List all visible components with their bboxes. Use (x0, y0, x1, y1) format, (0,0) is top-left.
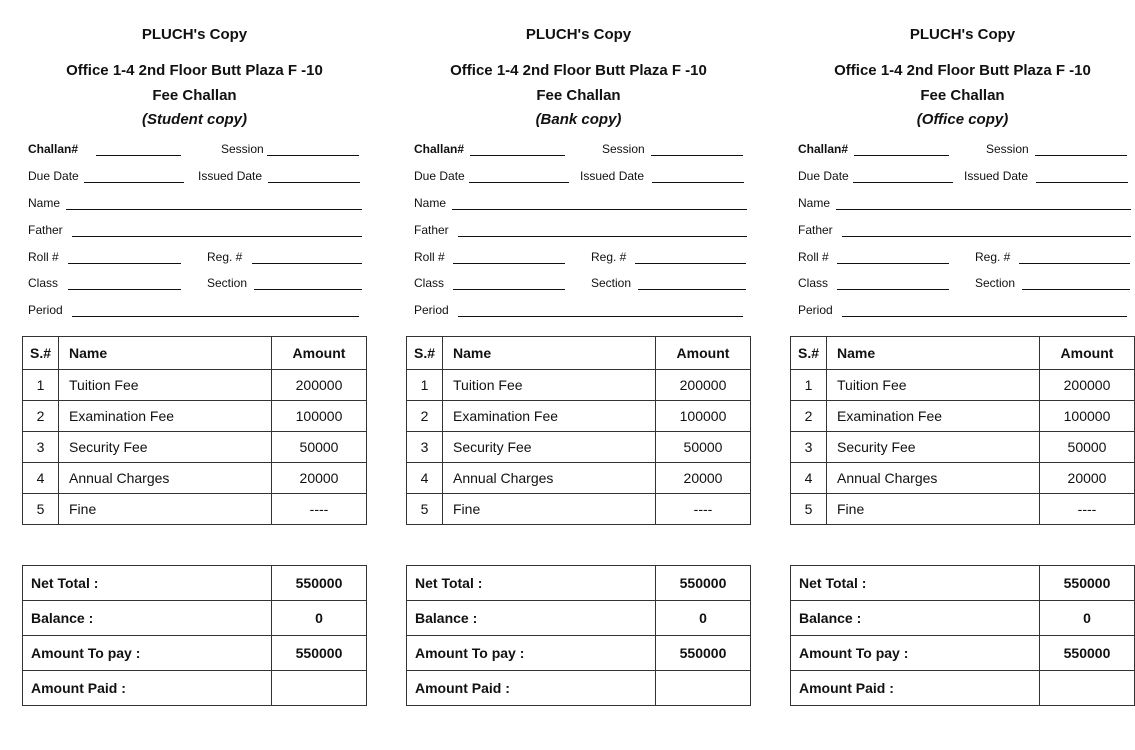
name-header: Name (59, 337, 272, 370)
row-sn: 5 (791, 494, 827, 525)
fee-table (22, 336, 367, 525)
challan-copy-office (790, 0, 1135, 750)
class-label: Class (28, 276, 59, 290)
challan-label: Challan# (798, 142, 849, 156)
office-address: Office 1-4 2nd Floor Butt Plaza F -10 (66, 62, 323, 79)
section-field[interactable] (1022, 289, 1130, 290)
name-field[interactable] (836, 209, 1131, 210)
table-row (791, 463, 1135, 494)
roll-field[interactable] (837, 263, 949, 264)
net-total-value: 550000 (1040, 566, 1135, 601)
table-row (23, 370, 367, 401)
amount-to-pay-label: Amount To pay : (23, 636, 272, 671)
due-date-label: Due Date (28, 169, 79, 183)
period-field[interactable] (72, 316, 359, 317)
issued-date-label: Issued Date (964, 169, 1029, 183)
copy-header: PLUCH's Copy (909, 26, 1016, 43)
row-sn: 3 (407, 432, 443, 463)
challan-title: Fee Challan (536, 87, 621, 104)
due-date-label: Due Date (798, 169, 849, 183)
row-name: Fine (443, 494, 656, 525)
amount-to-pay-value: 550000 (656, 636, 751, 671)
reg-label: Reg. # (591, 250, 627, 264)
table-row (23, 401, 367, 432)
row-amount: 200000 (656, 370, 751, 401)
row-name: Tuition Fee (59, 370, 272, 401)
father-label: Father (798, 223, 833, 237)
total-row (23, 566, 367, 601)
total-row (791, 671, 1135, 706)
reg-label: Reg. # (975, 250, 1011, 264)
amount-paid-label: Amount Paid : (23, 671, 272, 706)
row-sn: 1 (23, 370, 59, 401)
section-label: Section (207, 276, 248, 290)
session-field[interactable] (651, 155, 743, 156)
challan-copy-bank (406, 0, 751, 750)
table-row (407, 370, 751, 401)
challan-label: Challan# (28, 142, 79, 156)
roll-label: Roll # (28, 250, 59, 264)
row-amount: 100000 (1040, 401, 1135, 432)
issued-date-field[interactable] (652, 182, 744, 183)
row-sn: 2 (23, 401, 59, 432)
father-label: Father (28, 223, 63, 237)
total-row (791, 601, 1135, 636)
due-date-field[interactable] (469, 182, 569, 183)
challan-label: Challan# (414, 142, 465, 156)
total-row (407, 566, 751, 601)
balance-value: 0 (272, 601, 367, 636)
father-field[interactable] (72, 236, 362, 237)
section-label: Section (591, 276, 632, 290)
row-sn: 4 (23, 463, 59, 494)
copy-header: PLUCH's Copy (525, 26, 632, 43)
roll-label: Roll # (798, 250, 829, 264)
copy-header: PLUCH's Copy (141, 26, 248, 43)
row-amount: 20000 (272, 463, 367, 494)
section-field[interactable] (638, 289, 746, 290)
copy-type: (Student copy) (142, 111, 247, 128)
row-sn: 5 (23, 494, 59, 525)
row-name: Security Fee (827, 432, 1040, 463)
row-name: Tuition Fee (443, 370, 656, 401)
table-row (23, 463, 367, 494)
row-sn: 1 (791, 370, 827, 401)
row-sn: 3 (791, 432, 827, 463)
amount-to-pay-value: 550000 (1040, 636, 1135, 671)
period-label: Period (414, 303, 449, 317)
row-name: Security Fee (59, 432, 272, 463)
class-field[interactable] (837, 289, 949, 290)
issued-date-field[interactable] (268, 182, 360, 183)
sn-header: S.# (791, 337, 827, 370)
table-row (407, 494, 751, 525)
row-name: Examination Fee (443, 401, 656, 432)
total-row (791, 636, 1135, 671)
balance-value: 0 (1040, 601, 1135, 636)
row-amount: 100000 (656, 401, 751, 432)
fee-table-header (791, 337, 1135, 370)
amount-paid-label: Amount Paid : (791, 671, 1040, 706)
row-amount: 50000 (656, 432, 751, 463)
net-total-label: Net Total : (407, 566, 656, 601)
totals-table (406, 565, 751, 706)
name-field[interactable] (66, 209, 362, 210)
amount-paid-label: Amount Paid : (407, 671, 656, 706)
amount-header: Amount (1040, 337, 1135, 370)
balance-label: Balance : (407, 601, 656, 636)
row-name: Annual Charges (59, 463, 272, 494)
name-header: Name (827, 337, 1040, 370)
challan-field[interactable] (470, 155, 565, 156)
father-field[interactable] (842, 236, 1131, 237)
name-label: Name (798, 196, 831, 210)
row-amount: ---- (272, 494, 367, 525)
amount-paid-value[interactable] (1040, 671, 1135, 706)
due-date-field[interactable] (853, 182, 953, 183)
session-label: Session (221, 142, 264, 156)
class-field[interactable] (68, 289, 181, 290)
row-amount: 100000 (272, 401, 367, 432)
total-row (407, 636, 751, 671)
issued-date-field[interactable] (1036, 182, 1128, 183)
row-sn: 4 (791, 463, 827, 494)
table-row (407, 463, 751, 494)
balance-value: 0 (656, 601, 751, 636)
row-amount: ---- (656, 494, 751, 525)
challan-field[interactable] (96, 155, 181, 156)
total-row (791, 566, 1135, 601)
total-row (23, 601, 367, 636)
office-address: Office 1-4 2nd Floor Butt Plaza F -10 (834, 62, 1091, 79)
session-label: Session (986, 142, 1029, 156)
row-amount: 200000 (272, 370, 367, 401)
table-row (407, 432, 751, 463)
row-amount: 50000 (272, 432, 367, 463)
section-label: Section (975, 276, 1016, 290)
table-row (791, 432, 1135, 463)
session-field[interactable] (267, 155, 359, 156)
amount-to-pay-label: Amount To pay : (407, 636, 656, 671)
period-field[interactable] (458, 316, 743, 317)
class-field[interactable] (453, 289, 565, 290)
name-header: Name (443, 337, 656, 370)
total-row (23, 671, 367, 706)
fee-table (790, 336, 1135, 525)
row-name: Examination Fee (827, 401, 1040, 432)
row-sn: 1 (407, 370, 443, 401)
amount-header: Amount (656, 337, 751, 370)
row-sn: 2 (791, 401, 827, 432)
father-field[interactable] (458, 236, 747, 237)
row-name: Examination Fee (59, 401, 272, 432)
amount-header: Amount (272, 337, 367, 370)
office-address: Office 1-4 2nd Floor Butt Plaza F -10 (450, 62, 707, 79)
row-amount: 200000 (1040, 370, 1135, 401)
net-total-label: Net Total : (791, 566, 1040, 601)
fee-table (406, 336, 751, 525)
table-row (407, 401, 751, 432)
total-row (407, 671, 751, 706)
amount-paid-value[interactable] (656, 671, 751, 706)
row-amount: 50000 (1040, 432, 1135, 463)
challan-title: Fee Challan (152, 87, 237, 104)
period-label: Period (798, 303, 833, 317)
row-name: Security Fee (443, 432, 656, 463)
amount-to-pay-label: Amount To pay : (791, 636, 1040, 671)
reg-field[interactable] (635, 263, 746, 264)
period-label: Period (28, 303, 63, 317)
row-amount: 20000 (1040, 463, 1135, 494)
session-label: Session (602, 142, 645, 156)
section-field[interactable] (254, 289, 362, 290)
table-row (23, 494, 367, 525)
fee-table-header (23, 337, 367, 370)
balance-label: Balance : (23, 601, 272, 636)
name-label: Name (28, 196, 61, 210)
totals-table (22, 565, 367, 706)
period-field[interactable] (842, 316, 1127, 317)
class-label: Class (798, 276, 829, 290)
roll-label: Roll # (414, 250, 445, 264)
due-date-field[interactable] (84, 182, 184, 183)
total-row (407, 601, 751, 636)
amount-paid-value[interactable] (272, 671, 367, 706)
row-name: Annual Charges (443, 463, 656, 494)
row-sn: 3 (23, 432, 59, 463)
table-row (791, 494, 1135, 525)
reg-field[interactable] (252, 263, 362, 264)
table-row (23, 432, 367, 463)
total-row (23, 636, 367, 671)
net-total-value: 550000 (656, 566, 751, 601)
row-sn: 4 (407, 463, 443, 494)
due-date-label: Due Date (414, 169, 465, 183)
row-amount: 20000 (656, 463, 751, 494)
name-label: Name (414, 196, 447, 210)
copy-type: (Office copy) (916, 111, 1009, 128)
challan-title: Fee Challan (920, 87, 1005, 104)
totals-table (790, 565, 1135, 706)
fee-table-header (407, 337, 751, 370)
issued-date-label: Issued Date (580, 169, 645, 183)
amount-to-pay-value: 550000 (272, 636, 367, 671)
challan-field[interactable] (854, 155, 949, 156)
sn-header: S.# (407, 337, 443, 370)
roll-field[interactable] (68, 263, 181, 264)
row-sn: 2 (407, 401, 443, 432)
row-amount: ---- (1040, 494, 1135, 525)
row-name: Fine (827, 494, 1040, 525)
sn-header: S.# (23, 337, 59, 370)
session-field[interactable] (1035, 155, 1127, 156)
issued-date-label: Issued Date (198, 169, 263, 183)
reg-label: Reg. # (207, 250, 243, 264)
class-label: Class (414, 276, 445, 290)
table-row (791, 370, 1135, 401)
roll-field[interactable] (453, 263, 565, 264)
row-name: Fine (59, 494, 272, 525)
row-sn: 5 (407, 494, 443, 525)
challan-copy-student (22, 0, 367, 750)
row-name: Tuition Fee (827, 370, 1040, 401)
name-field[interactable] (452, 209, 747, 210)
balance-label: Balance : (791, 601, 1040, 636)
reg-field[interactable] (1019, 263, 1130, 264)
row-name: Annual Charges (827, 463, 1040, 494)
father-label: Father (414, 223, 449, 237)
table-row (791, 401, 1135, 432)
net-total-value: 550000 (272, 566, 367, 601)
net-total-label: Net Total : (23, 566, 272, 601)
copy-type: (Bank copy) (535, 111, 622, 128)
